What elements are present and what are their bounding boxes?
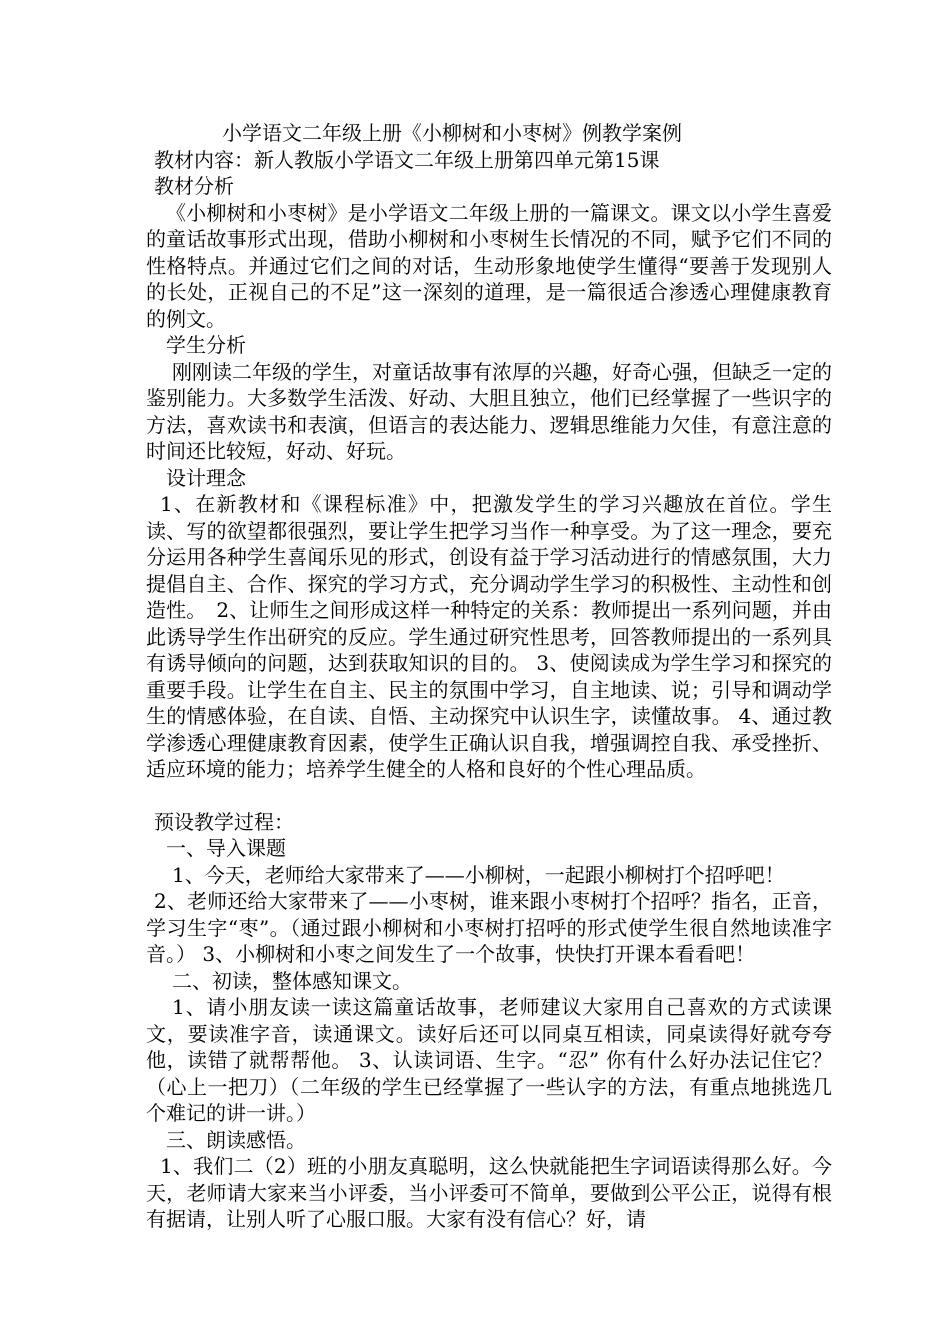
step1-line1: 1、今天，老师给大家带来了——小柳树，一起跟小柳树打个招呼吧！: [172, 862, 785, 887]
step2-paragraph: 1、请小朋友读一读这篇童话故事，老师建议大家用自己喜欢的方式读课文，要读准字音，读通课文。读好后还可以同桌互相读，同桌读得好就夸夸他，读错了就帮帮他。 3、认读词语、生字。“忍” 你有什么好办法记住它？（心上一把刀）（二年级的学生已经掌握了一些认字的方法，有重点地挑选几个难记的讲一讲。）: [146, 995, 832, 1125]
step1-paragraph: 2、老师还给大家带来了——小枣树，谁来跟小枣树打个招呼？指名，正音，学习生字“枣”。（通过跟小柳树和小枣树打招呼的形式使学生很自然地读准字音。） 3、小柳树和小枣之间发生了一个故事，快快打开课本看看吧！: [146, 889, 832, 966]
design-heading: 设计理念: [166, 465, 246, 490]
document-page: [146, 120, 832, 1233]
student-paragraph: 刚刚读二年级的学生，对童话故事有浓厚的兴趣，好奇心强，但缺乏一定的鉴别能力。大多数学生活泼、好动、大胆且独立，他们已经掌握了一些识字的方法，喜欢读书和表演，但语言的表达能力、逻辑思维能力欠佳，有意注意的时间还比较短，好动、好玩。: [146, 359, 832, 463]
material-line: 教材内容：新人教版小学语文二年级上册第四单元第15课: [154, 147, 660, 172]
document-title: 小学语文二年级上册《小柳树和小枣树》例教学案例: [222, 121, 682, 145]
analysis-paragraph: 《小柳树和小枣树》是小学语文二年级上册的一篇课文。课文以小学生喜爱的童话故事形式出现，借助小柳树和小枣树生长情况的不同，赋予它们不同的性格特点。并通过它们之间的对话，生动形象地使学生懂得“要善于发现别人的长处，正视自己的不足”这一深刻的道理，是一篇很适合渗透心理健康教育的例文。: [146, 200, 832, 331]
analysis-heading: 教材分析: [154, 174, 234, 198]
design-paragraph: 1、在新教材和《课程标准》中，把激发学生的学习兴趣放在首位。学生读、写的欲望都很强烈，要让学生把学习当作一种享受。为了这一理念，要充分运用各种学生喜闻乐见的形式，创设有益于学习活动进行的情感氛围，大力提倡自主、合作、探究的学习方式，充分调动学生学习的积极性、主动性和创造性。 2、让师生之间形成这样一种特定的关系：教师提出一系列问题，并由此诱导学生作出研究的反应。学生通过研究性思考，回答教师提出的一系列具有诱导倾向的问题，达到获取知识的目的。 3、使阅读成为学生学习和探究的重要手段。让学生在自主、民主的氛围中学习，自主地读、说；引导和调动学生的情感体验，在自读、自悟、主动探究中认识生字，读懂故事。 4、通过教学渗透心理健康教育因素，使学生正确认识自我，增强调控自我、承受挫折、适应环境的能力；培养学生健全的人格和良好的个性心理品质。: [146, 492, 832, 781]
spacer: [146, 783, 832, 809]
process-heading: 预设教学过程：: [154, 809, 294, 834]
step3-heading: 三、朗读感悟。: [166, 1127, 306, 1152]
step3-paragraph: 1、我们二（2）班的小朋友真聪明，这么快就能把生字词语读得那么好。今天，老师请大家来当小评委，当小评委可不简单，要做到公平公正，说得有根有据请，让别人听了心服口服。大家有没有信心？好，请: [146, 1154, 832, 1231]
step2-heading: 二、初读，整体感知课文。: [172, 968, 412, 993]
student-heading: 学生分析: [166, 333, 246, 357]
step1-heading: 一、导入课题: [166, 836, 286, 860]
